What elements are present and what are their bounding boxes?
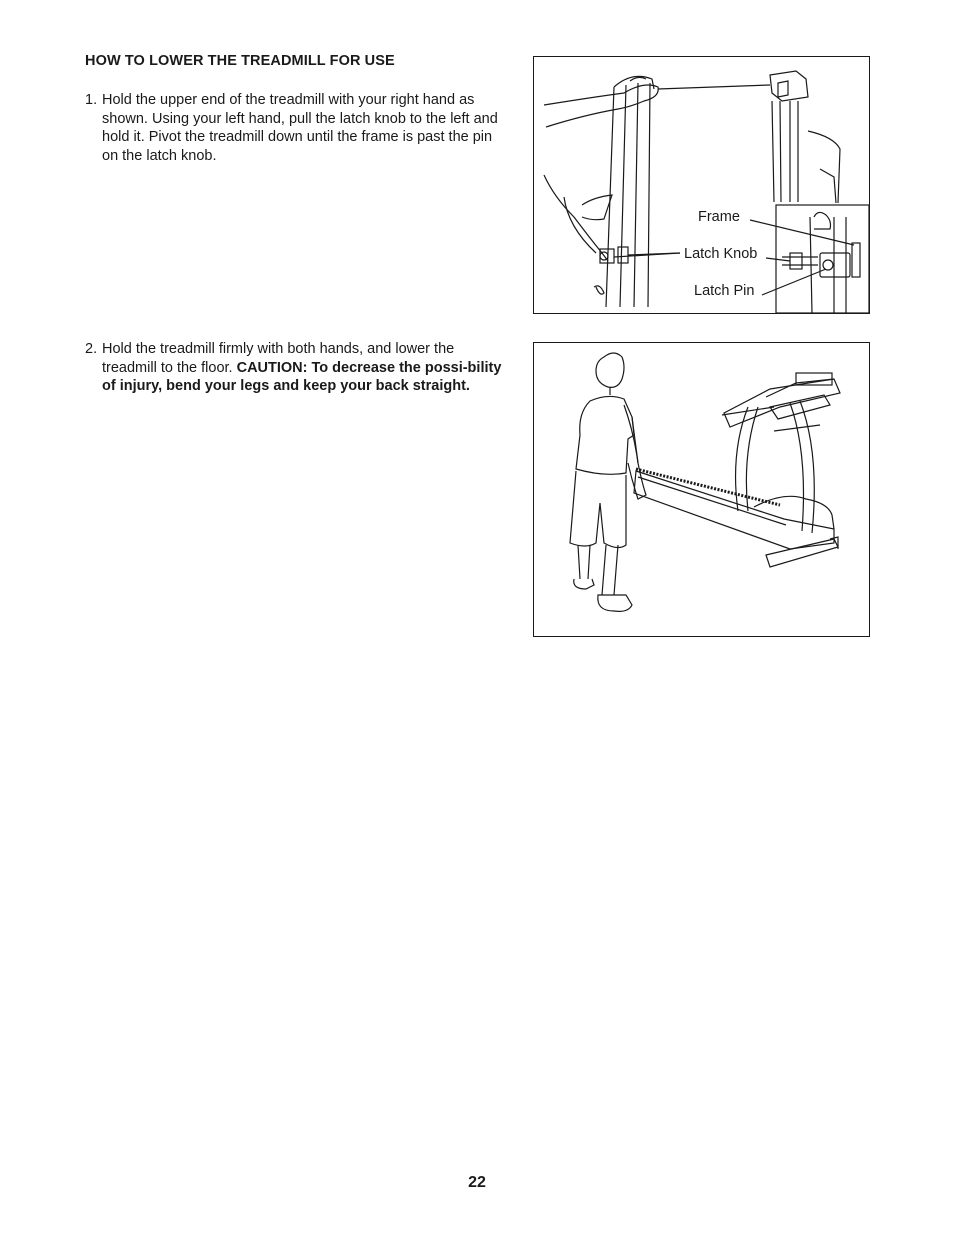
lowering-illustration-drawing — [534, 343, 871, 638]
latch-illustration — [533, 56, 870, 314]
frame-label: Frame — [698, 209, 740, 225]
lowering-illustration — [533, 342, 870, 637]
page-number: 22 — [468, 1174, 486, 1191]
section-heading: HOW TO LOWER THE TREADMILL FOR USE — [85, 53, 395, 69]
step-1-number: 1. — [85, 92, 98, 108]
step-2-body — [102, 340, 505, 396]
step-2 — [85, 340, 505, 396]
step-2-text: Hold the treadmill firmly with both hands, and lower the treadmill to the floor. — [102, 341, 455, 376]
latch-pin-label: Latch Pin — [694, 283, 755, 299]
step-2-number: 2. — [85, 341, 98, 357]
step-2-caution: CAUTION: To decrease the possi-bility of injury, bend your legs and keep your back straight. — [102, 359, 502, 395]
latch-knob-label: Latch Knob — [684, 246, 758, 262]
latch-illustration-drawing — [534, 57, 871, 315]
step-1 — [85, 91, 505, 166]
step-1-text: Hold the upper end of the treadmill with your right hand as shown. Using your left hand, pull the latch knob to the left and hold it. Pivot the treadmill down until the frame is past the pin on the latch knob. — [102, 92, 498, 165]
